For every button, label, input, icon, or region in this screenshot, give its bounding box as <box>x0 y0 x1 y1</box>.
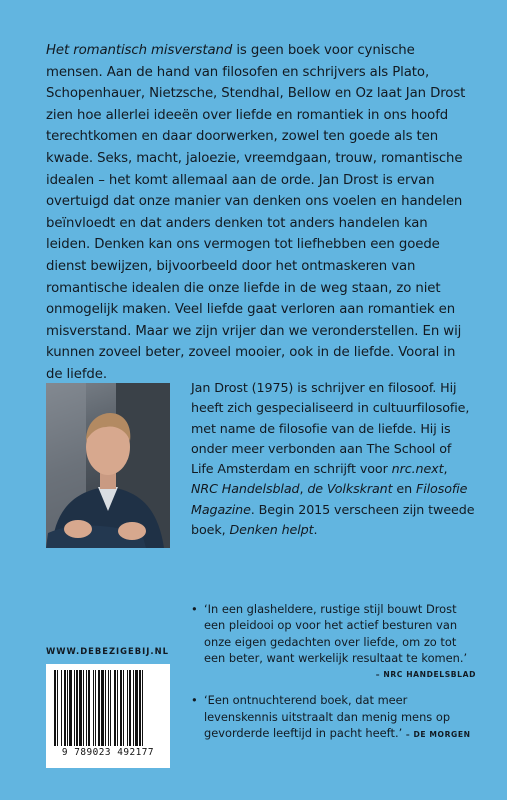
author-bio <box>191 378 476 540</box>
blurb-text: is geen boek voor cynische mensen. Aan de hand van filosofen en schrijvers als Plato, Schopenhauer, Nietzsche, Stendhal, Bellow en Oz laat Jan Drost zien hoe allerlei ideeën over liefde en romantiek in ons hoofd terechtkomen en daar doorwerken, zowel ten goede als ten kwade. Seks, macht, jaloezie, vreemdgaan, trouw, romantische idealen – het komt allemaal aan de orde. Jan Drost is ervan overtuigd dat onze manier van denken ons voelen en handelen beïnvloedt en dat anders denken tot anders handelen kan leiden. Denken kan ons vermogen tot liefhebben een goede dienst bewijzen, bijvoorbeeld door het ontmaskeren van romantische idealen die onze liefde in de weg staan, zo niet onmogelijk maken. Veel liefde gaat verloren aan romantiek en misverstand. Maar we zijn vrijer dan we veronderstellen. En wij kunnen zoveel beter, zoveel mooier, ook in de liefde. Vooral in de liefde. <box>46 43 466 382</box>
blurb-paragraph <box>46 40 470 386</box>
bio-text-3: , <box>299 481 308 497</box>
bio-text-1: Jan Drost (1975) is schrijver en filosoof. Hij heeft zich gespecialiseerd in cultuurfilosofie, met name de filosofie van de liefde. Hij is onder meer verbonden aan The School of Life Amsterdam en schrijft voor <box>191 380 470 477</box>
bullet-icon: • <box>191 693 198 708</box>
bio-text-5: . Begin 2015 verscheen zijn tweede boek, <box>191 501 475 538</box>
barcode-bars-icon <box>54 670 162 746</box>
bio-publication-3: de Volkskrant <box>307 481 393 497</box>
isbn-barcode <box>46 664 170 768</box>
bio-text-2: , <box>443 461 448 477</box>
back-cover-blurb <box>46 40 470 386</box>
review-source: – DE MORGEN <box>405 730 471 740</box>
press-reviews <box>191 601 476 752</box>
isbn-number: 9 789023 492177 <box>61 747 155 758</box>
review-source: – NRC HANDELSBLAD <box>375 670 476 680</box>
bio-book-title: Denken helpt <box>229 522 314 538</box>
author-portrait-illustration <box>46 383 170 548</box>
publisher-website[interactable]: WWW.DEBEZIGEBIJ.NL <box>46 646 169 656</box>
book-title: Het romantisch misverstand <box>46 43 233 58</box>
bio-text-4: en <box>392 481 416 497</box>
bio-text-6: . <box>313 522 318 538</box>
author-photo <box>46 383 170 548</box>
bullet-icon: • <box>191 602 198 616</box>
review-quote: ‘In een glasheldere, rustige stijl bouwt Drost een pleidooi op voor het actief besturen van onze eigen gedachten over liefde, om zo tot een beter, want werkelijk resultaat te komen.’ <box>204 602 468 665</box>
review-quote: ‘Een ontnuchterend boek, dat meer levenskennis uitstraalt dan menig mens op gevorderde leeftijd in pacht heeft.’ <box>204 693 451 741</box>
bio-publication-4: Filosofie Magazine <box>191 481 468 517</box>
review-item <box>191 692 476 743</box>
bio-publication-2: NRC Handelsblad <box>191 481 300 497</box>
bio-paragraph <box>191 378 476 540</box>
review-item <box>191 601 476 683</box>
bio-publication-1: nrc.next <box>391 461 444 477</box>
